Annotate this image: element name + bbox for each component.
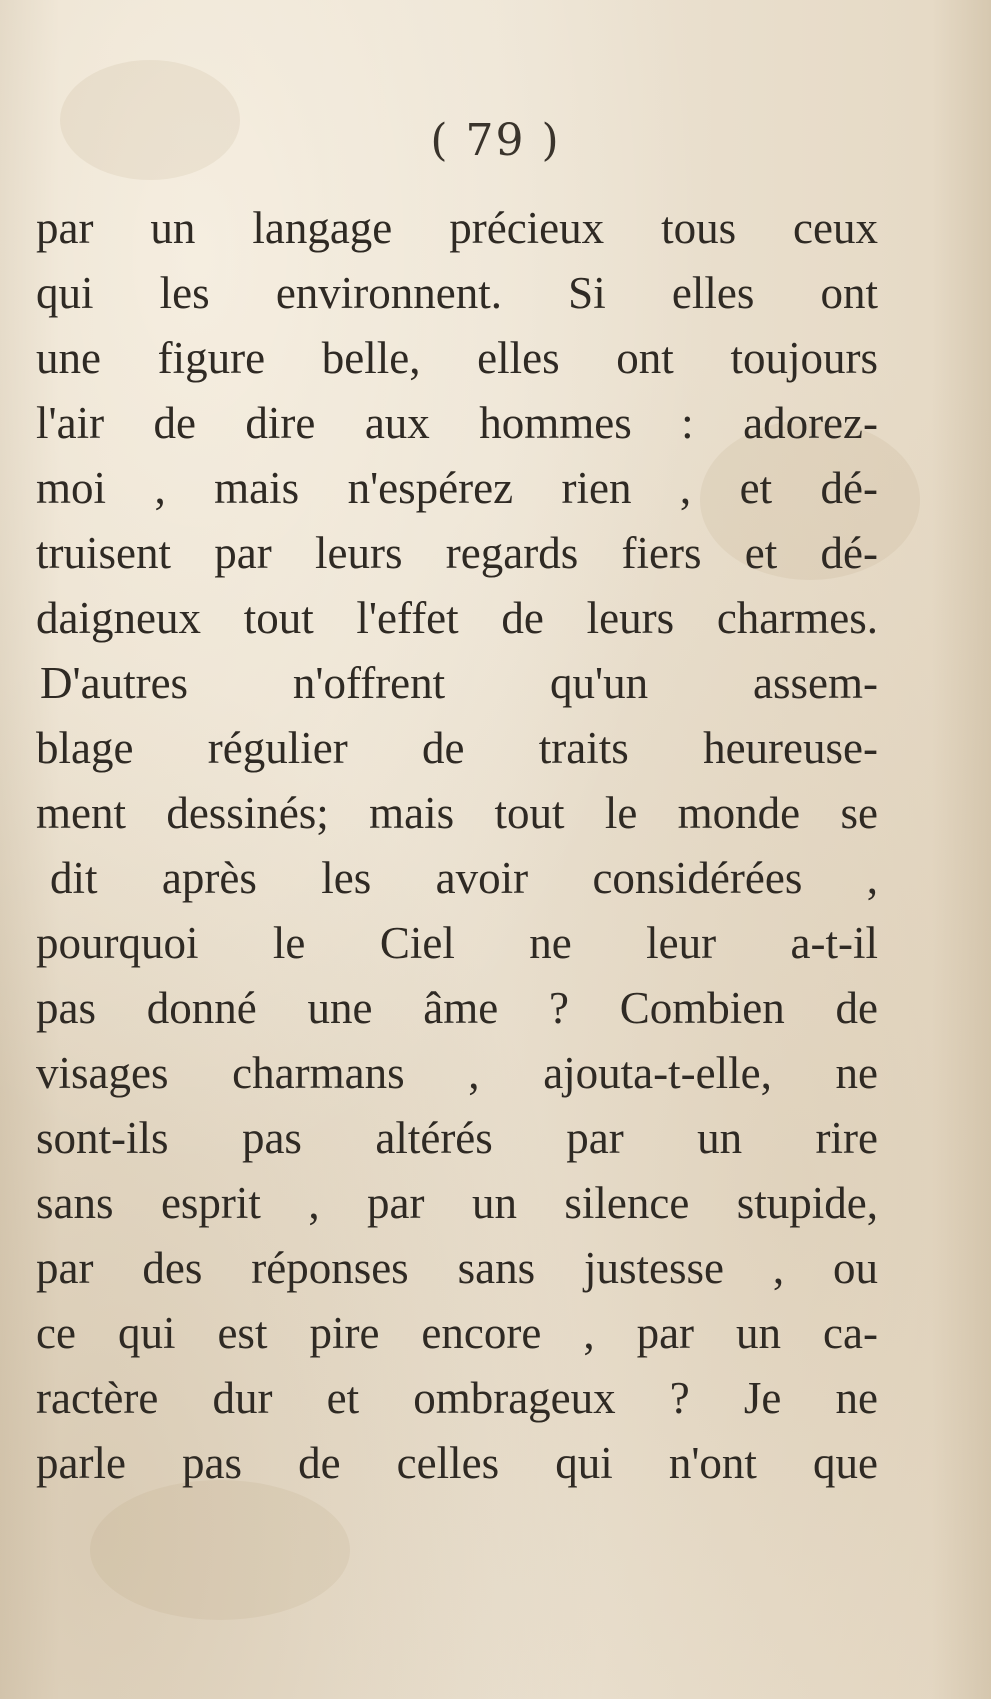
text-line: une figure belle, elles ont toujours <box>36 333 878 383</box>
text-line: pas donné une âme ? Combien de <box>36 983 878 1033</box>
text-line: visages charmans , ajouta-t-elle, ne <box>36 1048 878 1098</box>
text-line: parle pas de celles qui n'ont que <box>36 1438 878 1488</box>
text-line: moi , mais n'espérez rien , et dé- <box>36 463 878 513</box>
text-line: daigneux tout l'effet de leurs charmes. <box>36 593 878 643</box>
text-line: l'air de dire aux hommes : adorez- <box>36 398 878 448</box>
text-line: D'autres n'offrent qu'un assem- <box>40 658 878 708</box>
text-line: ractère dur et ombrageux ? Je ne <box>36 1373 878 1423</box>
text-line: sans esprit , par un silence stupide, <box>36 1178 878 1228</box>
text-line: ment dessinés; mais tout le monde se <box>36 788 878 838</box>
paper-stain <box>90 1480 350 1620</box>
text-line: pourquoi le Ciel ne leur a-t-il <box>36 918 878 968</box>
text-line: blage régulier de traits heureuse- <box>36 723 878 773</box>
text-line: par un langage précieux tous ceux <box>36 203 878 253</box>
text-line: sont-ils pas altérés par un rire <box>36 1113 878 1163</box>
page-number: ( 79 ) <box>430 115 561 166</box>
text-line: par des réponses sans justesse , ou <box>36 1243 878 1293</box>
text-line: truisent par leurs regards fiers et dé- <box>36 528 878 578</box>
text-line: dit après les avoir considérées , <box>50 853 878 903</box>
text-line: ce qui est pire encore , par un ca- <box>36 1308 878 1358</box>
body-text <box>36 196 878 1496</box>
text-line: qui les environnent. Si elles ont <box>36 268 878 318</box>
